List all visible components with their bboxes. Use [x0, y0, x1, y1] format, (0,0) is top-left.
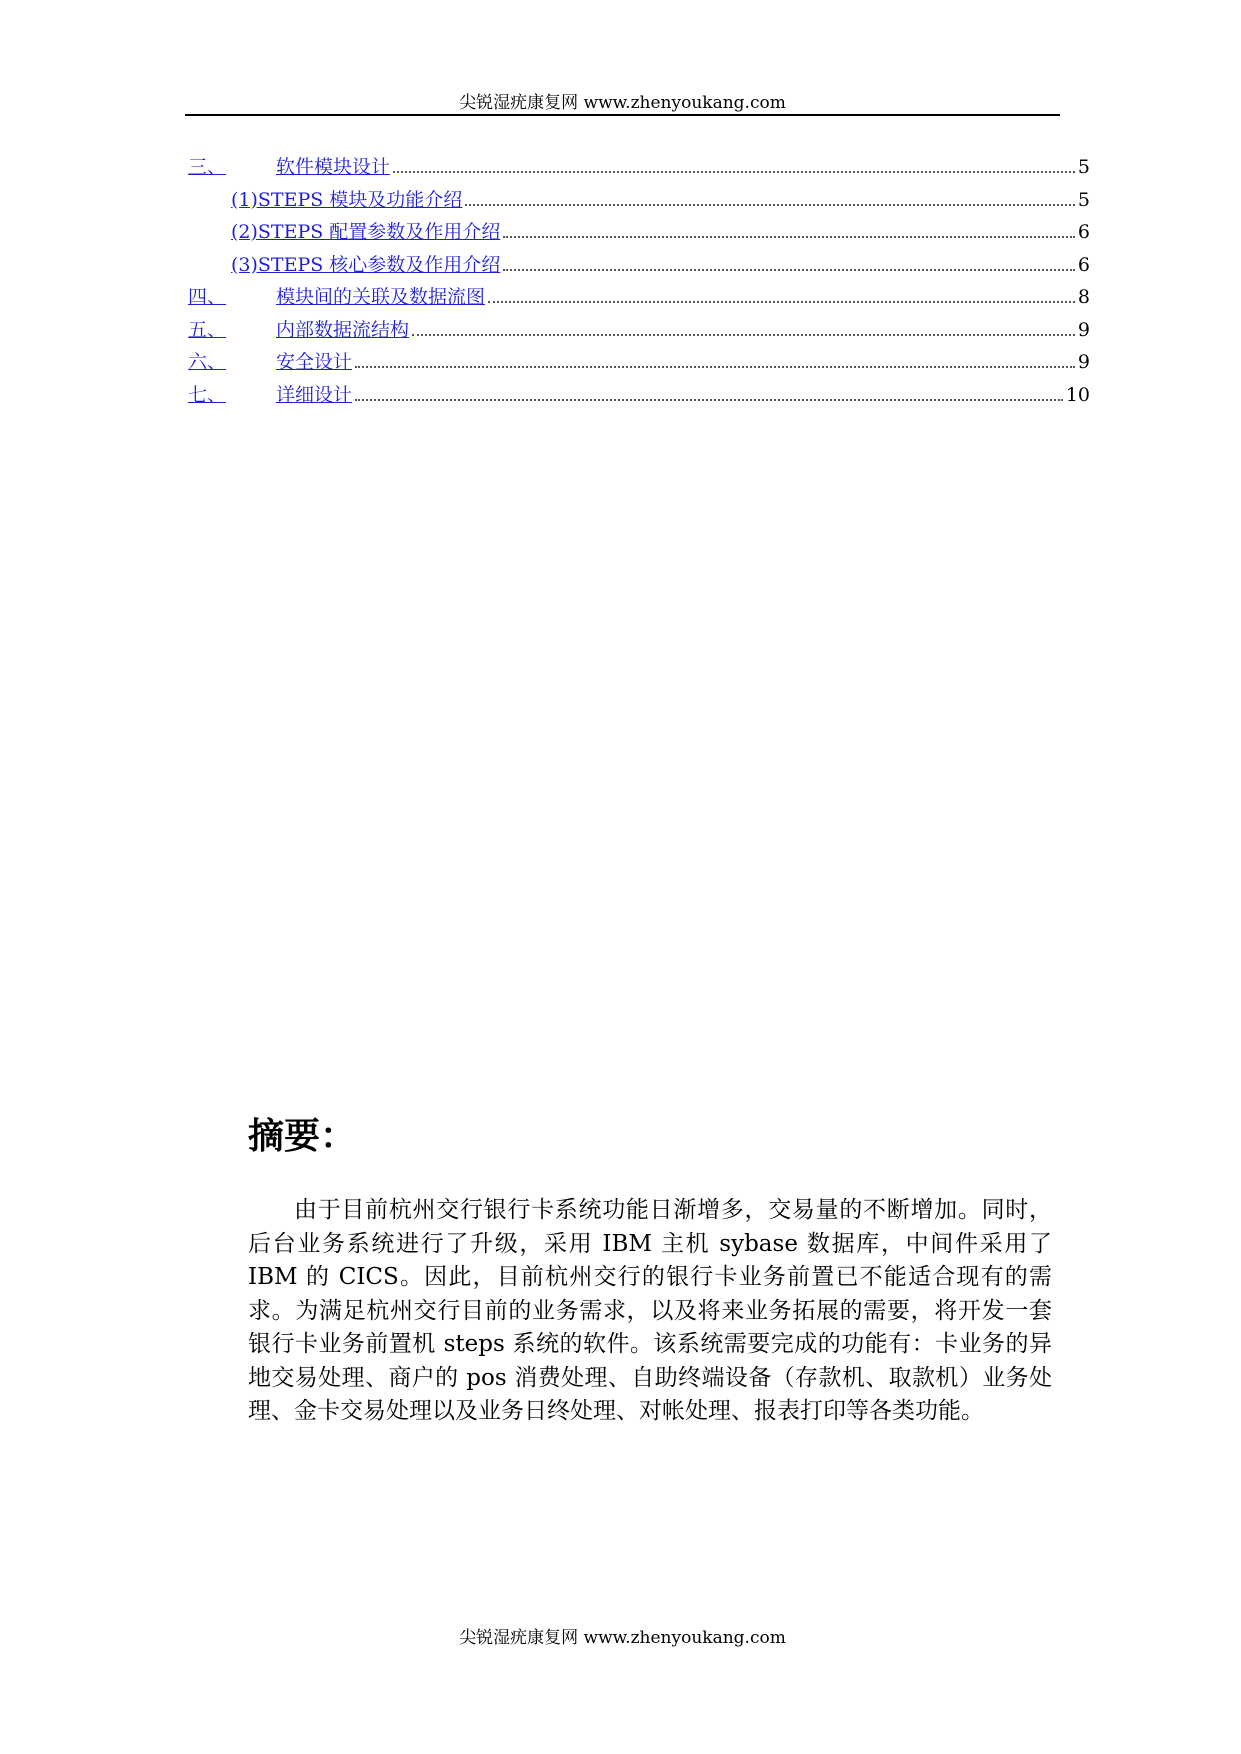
header-rule [185, 114, 1060, 116]
toc-leader [355, 399, 1063, 401]
toc-page-number: 5 [1077, 188, 1090, 211]
table-of-contents [188, 152, 1090, 412]
toc-number: 五、 [188, 318, 227, 341]
toc-entry[interactable] [188, 282, 1090, 315]
toc-subentry[interactable] [188, 185, 1090, 218]
toc-number: 三、 [188, 156, 227, 178]
abstract-body: 由于目前杭州交行银行卡系统功能日渐增多，交易量的不断增加。同时，后台业务系统进行了升级，采用 IBM 主机 sybase 数据库，中间件采用了 IBM 的 CICS。因此，目前杭州交行的银行卡业务前置已不能适合现有的需求。为满足杭州交行目前的业务需求，以及将来业务拓展的需要，将开发一套银行卡业务前置机 steps 系统的软件。该系统需要完成的功能有：卡业务的异地交易处理、商户的 pos 消费处理、自助终端设备（存款机、取款机）业务处理、金卡交易处理以及业务日终处理、对帐处理、报表打印等各类功能。 [248, 1197, 1052, 1424]
toc-number: 六、 [188, 351, 227, 373]
toc-title: 详细设计 [276, 383, 353, 406]
toc-leader [355, 366, 1075, 368]
toc-subentry[interactable] [188, 250, 1090, 283]
toc-link[interactable] [188, 380, 352, 407]
toc-leader [465, 204, 1075, 206]
toc-page-number: 6 [1077, 221, 1090, 243]
toc-title: 软件模块设计 [276, 156, 391, 178]
toc-title: (2)STEPS 配置参数及作用介绍 [231, 221, 501, 243]
toc-title: (1)STEPS 模块及功能介绍 [231, 188, 463, 211]
toc-page-number: 6 [1077, 253, 1090, 276]
toc-leader [488, 301, 1075, 303]
toc-page-number: 9 [1077, 318, 1090, 341]
toc-entry[interactable] [188, 347, 1090, 380]
toc-link[interactable] [188, 315, 409, 342]
toc-title: 模块间的关联及数据流图 [276, 286, 486, 308]
abstract-heading: 摘要： [248, 1115, 357, 1157]
toc-entry[interactable] [188, 315, 1090, 348]
toc-leader [393, 171, 1075, 173]
toc-link[interactable] [231, 217, 500, 244]
toc-leader [503, 236, 1075, 238]
toc-link[interactable] [231, 185, 462, 212]
toc-title: (3)STEPS 核心参数及作用介绍 [231, 253, 501, 276]
toc-leader [412, 334, 1075, 336]
toc-entry[interactable] [188, 380, 1090, 413]
toc-subentry[interactable] [188, 217, 1090, 250]
toc-link[interactable] [231, 250, 500, 277]
toc-page-number: 10 [1065, 383, 1090, 406]
page-footer: 尖锐湿疣康复网 www.zhenyoukang.com [459, 1628, 786, 1648]
toc-link[interactable] [188, 152, 390, 179]
toc-link[interactable] [188, 347, 352, 374]
toc-page-number: 5 [1077, 156, 1090, 178]
toc-leader [503, 269, 1075, 271]
toc-entry[interactable] [188, 152, 1090, 185]
toc-title: 安全设计 [276, 351, 353, 373]
toc-title: 内部数据流结构 [276, 318, 410, 341]
toc-page-number: 9 [1077, 351, 1090, 373]
toc-number: 七、 [188, 383, 227, 406]
page-header: 尖锐湿疣康复网 www.zhenyoukang.com [459, 93, 786, 113]
toc-number: 四、 [188, 286, 227, 308]
toc-link[interactable] [188, 282, 485, 309]
toc-page-number: 8 [1077, 286, 1090, 308]
